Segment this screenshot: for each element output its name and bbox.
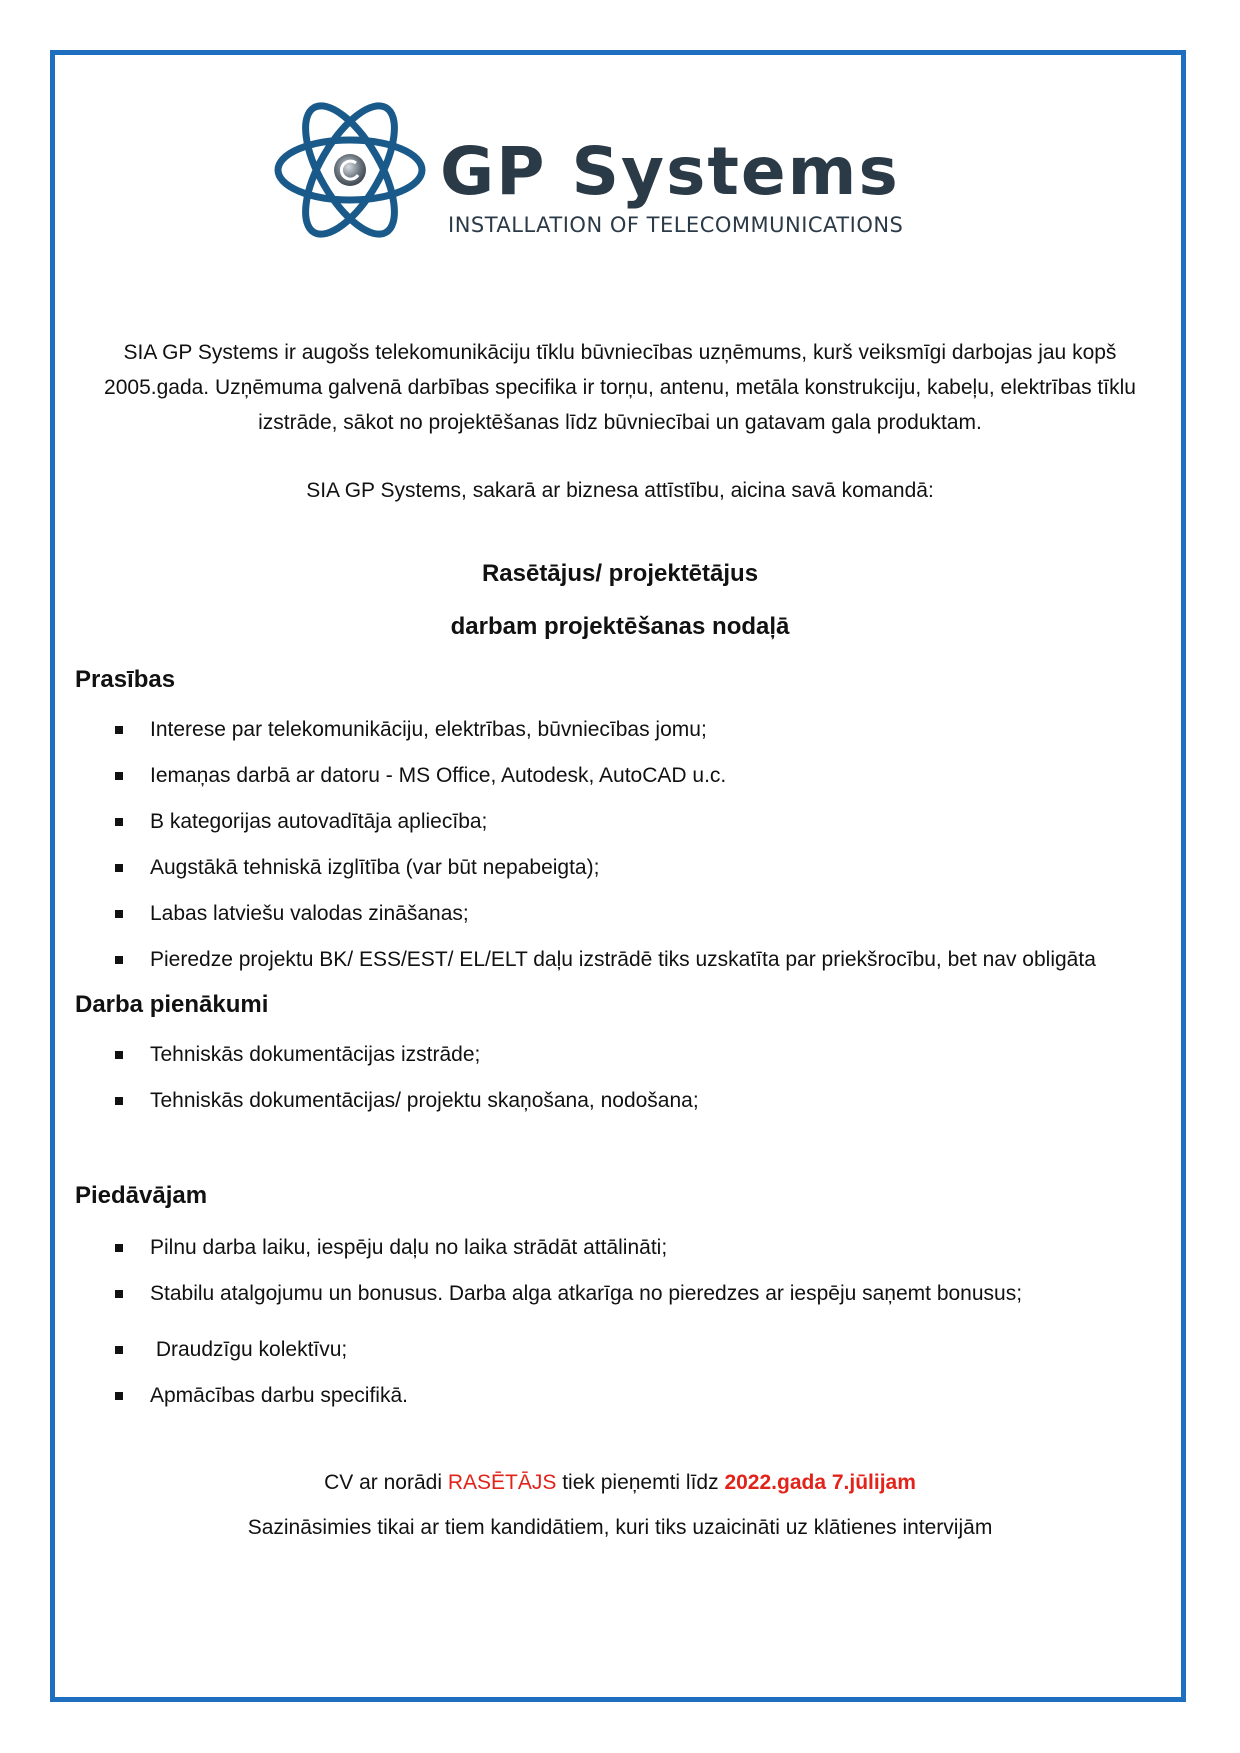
company-logo xyxy=(270,95,990,245)
cv-prefix: CV ar norādi xyxy=(324,1471,448,1494)
list-item xyxy=(75,1233,1165,1279)
cv-instructions xyxy=(75,1468,1165,1498)
requirements-heading: Prasības xyxy=(75,666,176,693)
list-item xyxy=(75,1279,1165,1325)
list-item xyxy=(75,715,1165,761)
duties-list xyxy=(75,1040,1165,1132)
cv-keyword: RASĒTĀJS xyxy=(447,1471,557,1494)
contact-note: Sazināsimies tikai ar tiem kandidātiem, kuri tiks uzaicināti uz klātienes intervijām xyxy=(247,1516,993,1539)
bullet-icon xyxy=(115,910,123,918)
list-item-text: Tehniskās dokumentācijas/ projektu skaņošana, nodošana; xyxy=(150,1089,699,1112)
duties-heading: Darba pienākumi xyxy=(75,991,269,1018)
list-item-text: Pilnu darba laiku, iespēju daļu no laika strādāt attālināti; xyxy=(150,1236,668,1259)
list-item-text: Interese par telekomunikāciju, elektrības, būvniecības jomu; xyxy=(150,718,707,741)
list-item xyxy=(75,1335,1165,1381)
logo-company-name: GP Systems xyxy=(440,133,900,210)
list-item-text: Iemaņas darbā ar datoru - MS Office, Autodesk, AutoCAD u.c. xyxy=(150,764,727,787)
job-subtitle: darbam projektēšanas nodaļā xyxy=(450,613,790,640)
bullet-icon xyxy=(115,1392,123,1400)
list-item-text: Stabilu atalgojumu un bonusus. Darba alga atkarīga no pieredzes ar iespēju saņemt bonusus; xyxy=(150,1282,1023,1305)
list-item xyxy=(75,807,1165,853)
atom-logo-icon xyxy=(270,95,430,245)
list-item-text: Tehniskās dokumentācijas izstrāde; xyxy=(150,1043,481,1066)
list-item-text: Labas latviešu valodas zināšanas; xyxy=(150,902,469,925)
list-item xyxy=(75,1086,1165,1132)
invitation-text: SIA GP Systems, sakarā ar biznesa attīstību, aicina savā komandā: xyxy=(306,479,934,502)
bullet-icon xyxy=(115,864,123,872)
list-item-text: Apmācības darbu specifikā. xyxy=(150,1384,408,1407)
list-item xyxy=(75,761,1165,807)
cv-deadline: 2022.gada 7.jūlijam xyxy=(724,1471,916,1494)
list-item-text: Pieredze projektu BK/ ESS/EST/ EL/ELT daļu izstrādē tiks uzskatīta par priekšrocību, bet nav obligāta xyxy=(150,948,1096,971)
job-title: Rasētājus/ projektētājus xyxy=(481,560,759,587)
list-item-text: B kategorijas autovadītāja apliecība; xyxy=(150,810,488,833)
list-item-text: Augstākā tehniskā izglītība (var būt nepabeigta); xyxy=(150,856,600,879)
bullet-icon xyxy=(115,1290,123,1298)
offer-list xyxy=(75,1233,1165,1427)
bullet-icon xyxy=(115,1097,123,1105)
list-item xyxy=(75,1381,1165,1427)
requirements-list xyxy=(75,715,1165,991)
list-item xyxy=(75,853,1165,899)
offer-heading: Piedāvājam xyxy=(75,1182,208,1209)
bullet-icon xyxy=(115,726,123,734)
bullet-icon xyxy=(115,818,123,826)
bullet-icon xyxy=(115,772,123,780)
bullet-icon xyxy=(115,956,123,964)
list-item xyxy=(75,945,1165,991)
bullet-icon xyxy=(115,1244,123,1252)
bullet-icon xyxy=(115,1346,123,1354)
list-item xyxy=(75,1040,1165,1086)
bullet-icon xyxy=(115,1051,123,1059)
cv-middle: tiek pieņemti līdz xyxy=(556,1471,725,1494)
list-item xyxy=(75,899,1165,945)
logo-tagline: INSTALLATION OF TELECOMMUNICATIONS xyxy=(448,213,904,237)
company-intro: SIA GP Systems ir augošs telekomunikāciju tīklu būvniecības uzņēmums, kurš veiksmīgi darbojas jau kopš 2005.gada. Uzņēmuma galvenā darbības specifika ir torņu, antenu, metāla konstrukciju, kabeļu, elektrības tīklu izstrāde, sākot no projektēšanas līdz būvniecībai un gatavam gala produktam. xyxy=(104,341,1136,434)
list-item-text: Draudzīgu kolektīvu; xyxy=(150,1338,348,1361)
